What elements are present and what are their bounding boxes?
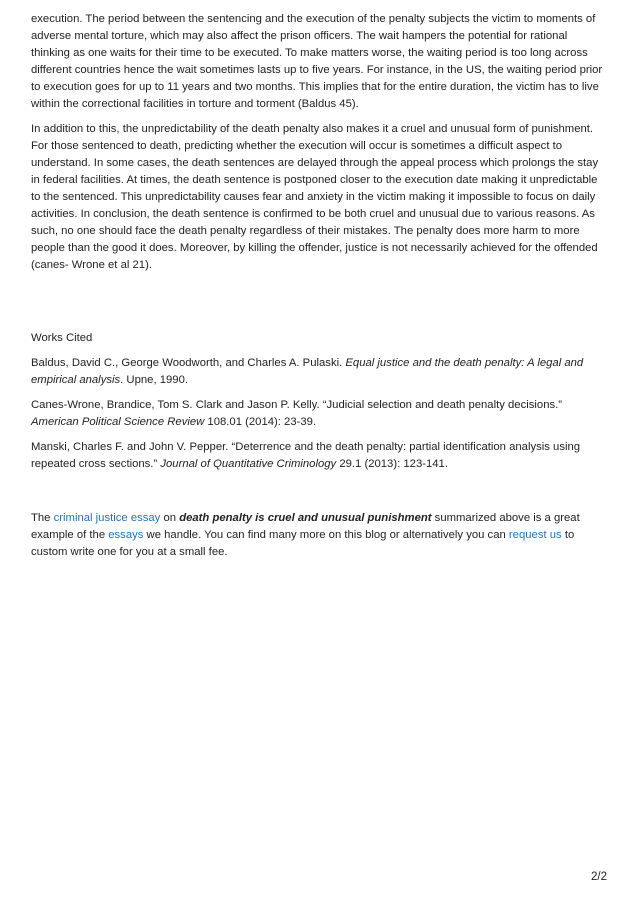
citation-title: Equal justice and the death penalty: A legal and empirical analysis (31, 357, 584, 386)
promo-paragraph (31, 510, 607, 561)
citation-authors: Manski, Charles F. and John V. Pepper. “Deterrence and the death penalty: partial identification analysis using repeated cross sections.” (31, 441, 581, 470)
promo-text: we handle. You can find many more on this blog or alternatively you can (143, 529, 509, 541)
works-cited-heading: Works Cited (31, 332, 93, 344)
promo-text: The (31, 512, 54, 524)
page-number: 2/2 (591, 871, 607, 883)
essays-link[interactable]: essays (108, 529, 144, 541)
criminal-justice-essay-link[interactable]: criminal justice essay (53, 512, 161, 524)
citation-authors: Baldus, David C., George Woodworth, and Charles A. Pulaski. (31, 357, 346, 369)
promo-topic: death penalty is cruel and unusual punishment (179, 512, 432, 524)
citation-details: . Upne, 1990. (120, 374, 188, 386)
citation-authors: Canes-Wrone, Brandice, Tom S. Clark and Jason P. Kelly. “Judicial selection and death penalty decisions.” (31, 399, 563, 411)
promo-text: summarized above is a great example of the (31, 512, 580, 541)
citation-entry (31, 355, 607, 389)
promo-text: on (160, 512, 180, 524)
citation-details: 108.01 (2014): 23-39. (204, 416, 317, 428)
body-paragraph-2: In addition to this, the unpredictability of the death penalty also makes it a cruel and unusual form of punishment. For those sentenced to death, predicting whether the execution will occur is sometimes a difficult aspect to understand. In some cases, the death sentences are delayed through the appeal process which prolongs the stay in federal facilities. At times, the death sentence is postponed closer to the execution date making it unpredictable to the sentenced. This unpredictability causes fear and anxiety in the victim making it impossible to focus on daily activities. In conclusion, the death sentence is confirmed to be both cruel and unusual due to various reasons. As such, no one should face the death penalty regardless of their mistakes. The penalty does more harm to more people than the good it does. Moreover, by killing the offender, justice is not necessarily achieved for the offended (canes- Wrone et al 21). (31, 123, 599, 271)
citation-entry (31, 397, 607, 431)
citation-entry (31, 439, 607, 473)
body-paragraph-1: execution. The period between the sentencing and the execution of the penalty subjects the victim to moments of adverse mental torture, which may also affect the prison officers. The wait hampers the potential for rational thinking as one waits for their time to be executed. To make matters worse, the waiting period is too long across different countries hence the wait sometimes lasts up to five years. For instance, in the US, the waiting period prior to execution goes for up to 11 years and two months. This implies that for the entire duration, the victim has to live within the correctional facilities in torture and torment (Baldus 45). (31, 13, 603, 110)
request-us-link[interactable]: request us (508, 529, 562, 541)
promo-text: to custom write one for you at a small fee. (31, 529, 575, 558)
citation-title: Journal of Quantitative Criminology (160, 458, 337, 470)
citation-title: American Political Science Review (31, 416, 205, 428)
citation-details: 29.1 (2013): 123-141. (336, 458, 448, 470)
document-page (31, 11, 607, 561)
